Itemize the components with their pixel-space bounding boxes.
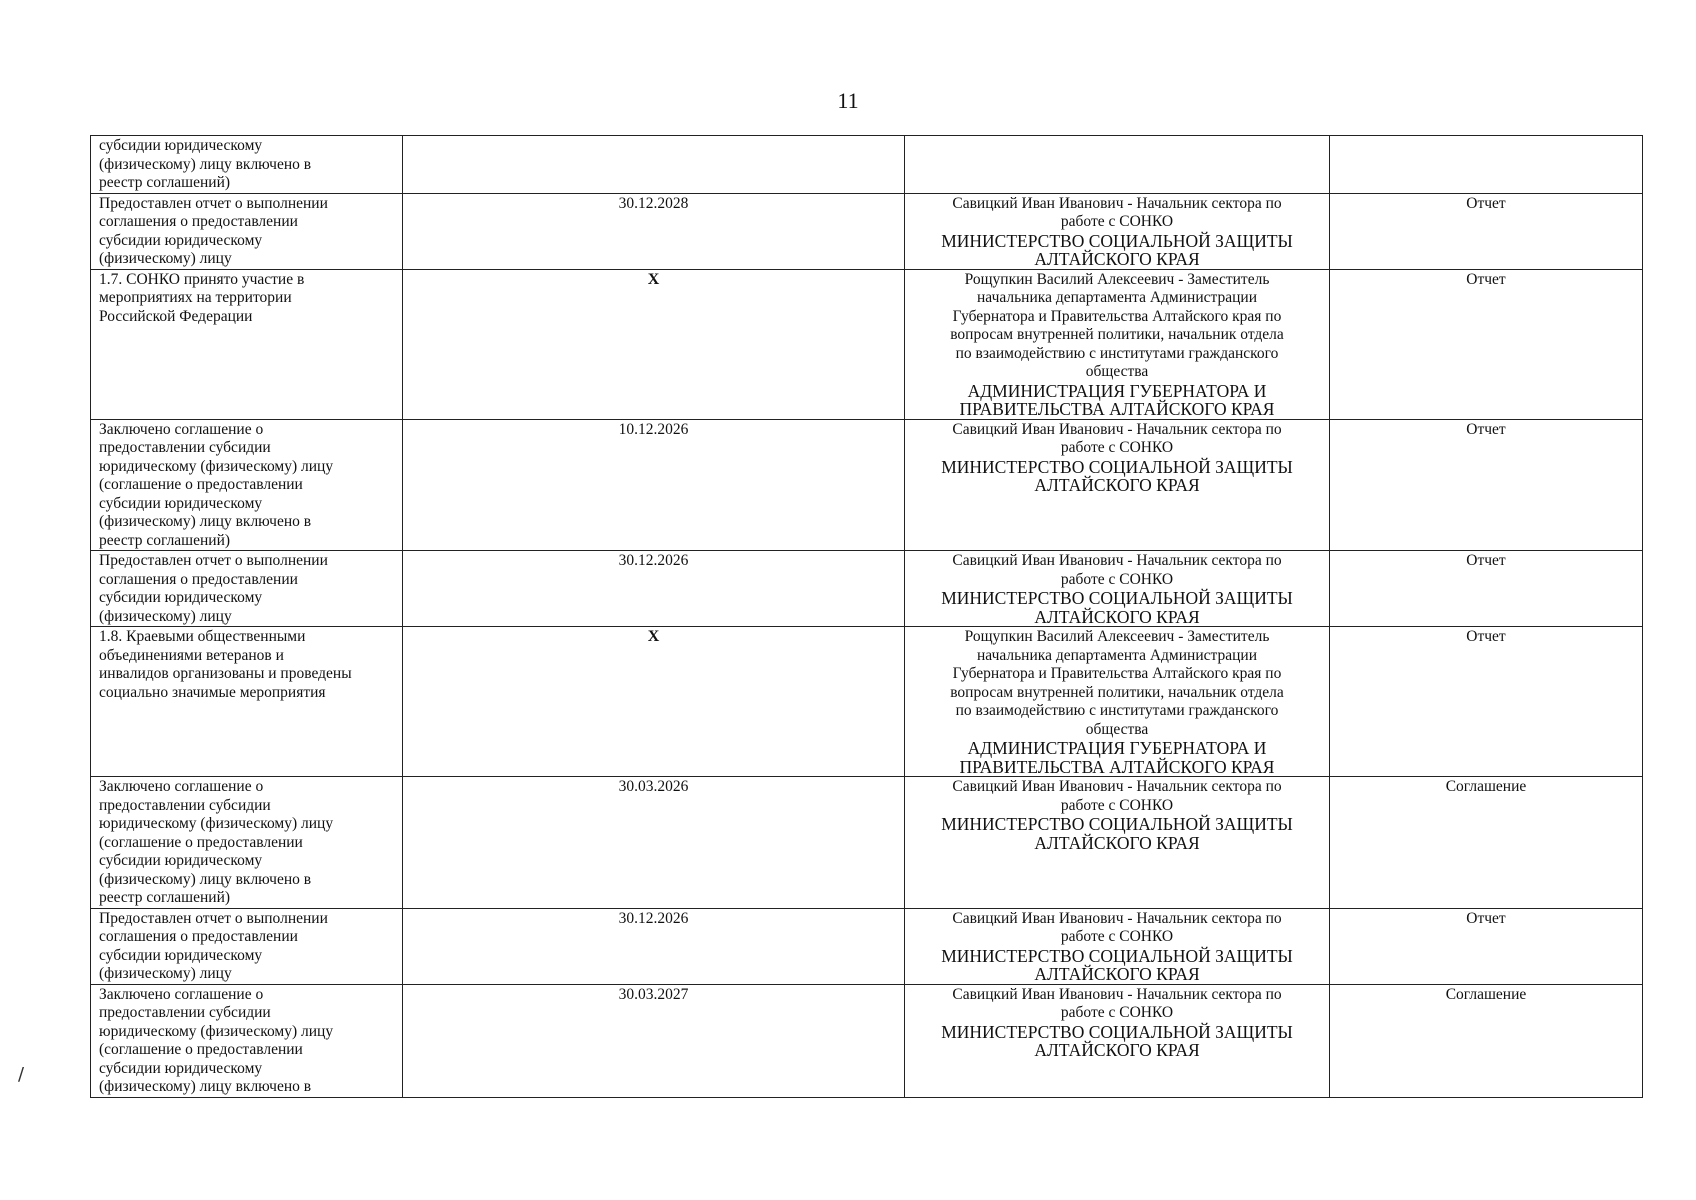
responsible-person-line: работе с СОНКО — [1060, 1004, 1174, 1021]
deadline-cell — [403, 269, 905, 419]
event-text-line: субсидии юридическому — [99, 1059, 263, 1077]
event-text-line: предоставлении субсидии — [99, 439, 271, 456]
event-text-line: (соглашение о предоставлении — [99, 1041, 303, 1058]
table-row — [91, 269, 1643, 419]
deadline-date: 30.12.2026 — [618, 909, 689, 927]
responsible-organization-line: АЛТАЙСКОГО КРАЯ — [1034, 249, 1200, 269]
responsible-cell — [905, 193, 1330, 269]
responsible-organization-line: МИНИСТЕРСТВО СОЦИАЛЬНОЙ ЗАЩИТЫ — [941, 1021, 1293, 1042]
event-text-line: субсидии юридическому — [99, 589, 263, 606]
responsible-cell — [905, 419, 1330, 551]
responsible-person-line: общества — [1085, 720, 1149, 738]
event-text-line: соглашения о предоставлении — [99, 213, 298, 230]
table-row — [91, 627, 1643, 777]
responsible-cell — [905, 777, 1330, 909]
event-text-line: (физическому) лицу включено в — [99, 1078, 312, 1095]
event-text-line: субсидии юридическому — [99, 494, 263, 512]
document-type-cell — [1330, 908, 1643, 984]
event-text-line: Заключено соглашение о — [99, 985, 264, 1003]
deadline-cell — [403, 551, 905, 627]
event-text-line: соглашения о предоставлении — [99, 928, 298, 945]
document-type: Отчет — [1466, 194, 1506, 212]
responsible-organization-line: АДМИНИСТРАЦИЯ ГУБЕРНАТОРА И — [967, 380, 1267, 401]
event-text-line: Заключено соглашение о — [99, 420, 264, 438]
deadline-date: 30.03.2026 — [618, 778, 689, 795]
responsible-cell — [905, 984, 1330, 1097]
responsible-organization-line: АДМИНИСТРАЦИЯ ГУБЕРНАТОРА И — [967, 738, 1267, 758]
table-row — [91, 908, 1643, 984]
page-number: 11 — [837, 88, 859, 113]
scan-artifact-mark: / — [18, 1064, 25, 1085]
event-cell — [91, 908, 403, 984]
table-row — [91, 419, 1643, 551]
responsible-organization-line: АЛТАЙСКОГО КРАЯ — [1034, 964, 1200, 984]
event-text-line: юридическому (физическому) лицу — [99, 815, 334, 832]
event-text-line: субсидии юридическому — [99, 231, 263, 249]
responsible-person-line: Рощупкин Василий Алексеевич - Заместитель — [964, 628, 1270, 645]
responsible-organization-line: МИНИСТЕРСТВО СОЦИАЛЬНОЙ ЗАЩИТЫ — [941, 945, 1293, 966]
responsible-organization-line: ПРАВИТЕЛЬСТВА АЛТАЙСКОГО КРАЯ — [959, 399, 1275, 419]
not-applicable-mark: X — [647, 270, 660, 288]
deadline-cell — [403, 136, 905, 194]
event-text-line: юридическому (физическому) лицу — [99, 1022, 334, 1040]
table-row — [91, 984, 1643, 1097]
event-cell — [91, 984, 403, 1097]
event-text-line: (физическому) лицу — [99, 965, 232, 982]
responsible-organization-line: АЛТАЙСКОГО КРАЯ — [1034, 606, 1200, 627]
document-type: Отчет — [1466, 270, 1506, 288]
responsible-organization-line: АЛТАЙСКОГО КРАЯ — [1034, 832, 1200, 853]
document-type: Соглашение — [1445, 778, 1527, 795]
responsible-person-line: Савицкий Иван Иванович - Начальник сектора по — [952, 420, 1282, 438]
deadline-date: 30.03.2027 — [618, 985, 689, 1003]
responsible-person-line: Савицкий Иван Иванович - Начальник сектора по — [952, 985, 1282, 1003]
event-text-line: Российской Федерации — [99, 307, 253, 325]
event-text-line: социально значимые мероприятия — [99, 683, 326, 701]
deadline-cell — [403, 777, 905, 909]
not-applicable-mark: X — [647, 628, 660, 645]
event-text-line: (физическому) лицу — [99, 607, 232, 625]
deadline-cell — [403, 419, 905, 551]
table-row — [91, 136, 1643, 194]
document-type: Отчет — [1466, 628, 1506, 645]
responsible-person-line: Губернатора и Правительства Алтайского края по — [952, 307, 1282, 325]
deadline-date: 30.12.2028 — [618, 194, 689, 212]
responsible-organization-line: ПРАВИТЕЛЬСТВА АЛТАЙСКОГО КРАЯ — [959, 756, 1275, 777]
responsible-person-line: Савицкий Иван Иванович - Начальник сектора по — [952, 909, 1282, 927]
deadline-date: 30.12.2026 — [618, 552, 689, 569]
event-cell — [91, 419, 403, 551]
table-row — [91, 777, 1643, 909]
event-text-line: Предоставлен отчет о выполнении — [99, 194, 328, 212]
deadline-cell — [403, 908, 905, 984]
document-type-cell — [1330, 136, 1643, 194]
plan-table — [90, 135, 1643, 1098]
event-text-line: Предоставлен отчет о выполнении — [99, 909, 328, 927]
responsible-cell — [905, 908, 1330, 984]
document-type: Соглашение — [1445, 985, 1527, 1003]
event-cell — [91, 136, 403, 194]
event-cell — [91, 777, 403, 909]
responsible-person-line: работе с СОНКО — [1060, 570, 1174, 588]
responsible-cell — [905, 269, 1330, 419]
event-text-line: (физическому) лицу — [99, 250, 232, 267]
deadline-date: 10.12.2026 — [618, 420, 689, 438]
event-text-line: соглашения о предоставлении — [99, 570, 298, 588]
responsible-person-line: по взаимодействию с институтами гражданского — [955, 702, 1279, 719]
event-text-line: (физическому) лицу включено в — [99, 870, 312, 888]
responsible-organization-line: МИНИСТЕРСТВО СОЦИАЛЬНОЙ ЗАЩИТЫ — [941, 456, 1293, 477]
deadline-cell — [403, 193, 905, 269]
responsible-person-line: вопросам внутренней политики, начальник отдела — [950, 683, 1284, 701]
responsible-cell — [905, 136, 1330, 194]
event-cell — [91, 269, 403, 419]
document-type-cell — [1330, 984, 1643, 1097]
plan-table-body — [91, 136, 1643, 1098]
event-text-line: реестр соглашений) — [99, 889, 231, 906]
responsible-person-line: работе с СОНКО — [1060, 439, 1174, 456]
responsible-cell — [905, 551, 1330, 627]
event-text-line: (соглашение о предоставлении — [99, 833, 303, 851]
event-text-line: Предоставлен отчет о выполнении — [99, 552, 328, 569]
responsible-person-line: работе с СОНКО — [1060, 796, 1174, 814]
responsible-organization-line: АЛТАЙСКОГО КРАЯ — [1034, 475, 1200, 495]
responsible-person-line: начальника департамента Администрации — [977, 646, 1257, 664]
event-text-line: (физическому) лицу включено в — [99, 513, 312, 530]
event-text-line: инвалидов организованы и проведены — [99, 665, 352, 682]
deadline-cell — [403, 984, 905, 1097]
document-type: Отчет — [1466, 552, 1506, 569]
event-text-line: реестр соглашений) — [99, 174, 231, 191]
event-text-line: предоставлении субсидии — [99, 1004, 271, 1021]
responsible-person-line: Савицкий Иван Иванович - Начальник сектора по — [952, 552, 1282, 569]
document-type-cell — [1330, 419, 1643, 551]
document-type-cell — [1330, 777, 1643, 909]
document-type-cell — [1330, 551, 1643, 627]
responsible-person-line: вопросам внутренней политики, начальник отдела — [950, 326, 1284, 343]
event-text-line: (физическому) лицу включено в — [99, 155, 312, 173]
responsible-person-line: Рощупкин Василий Алексеевич - Заместитель — [964, 270, 1270, 288]
event-text-line: 1.7. СОНКО принято участие в — [99, 270, 305, 288]
responsible-organization-line: МИНИСТЕРСТВО СОЦИАЛЬНОЙ ЗАЩИТЫ — [941, 588, 1293, 608]
event-text-line: субсидии юридическому — [99, 852, 263, 869]
responsible-cell — [905, 627, 1330, 777]
event-text-line: реестр соглашений) — [99, 531, 231, 549]
deadline-cell — [403, 627, 905, 777]
document-type-cell — [1330, 627, 1643, 777]
event-text-line: объединениями ветеранов и — [99, 646, 284, 664]
event-text-line: субсидии юридическому — [99, 946, 263, 964]
event-text-line: юридическому (физическому) лицу — [99, 457, 334, 475]
responsible-person-line: Савицкий Иван Иванович - Начальник сектора по — [952, 194, 1282, 212]
document-type-cell — [1330, 269, 1643, 419]
event-text-line: субсидии юридическому — [99, 137, 263, 154]
responsible-organization-line: МИНИСТЕРСТВО СОЦИАЛЬНОЙ ЗАЩИТЫ — [941, 814, 1293, 834]
responsible-person-line: по взаимодействию с институтами гражданского — [955, 344, 1279, 362]
event-cell — [91, 193, 403, 269]
event-text-line: (соглашение о предоставлении — [99, 476, 303, 493]
table-row — [91, 551, 1643, 627]
event-text-line: 1.8. Краевыми общественными — [99, 628, 306, 645]
responsible-person-line: Савицкий Иван Иванович - Начальник сектора по — [952, 778, 1282, 795]
table-row — [91, 193, 1643, 269]
responsible-person-line: начальника департамента Администрации — [977, 289, 1257, 306]
document-type: Отчет — [1466, 909, 1506, 927]
responsible-person-line: работе с СОНКО — [1060, 928, 1174, 945]
event-cell — [91, 627, 403, 777]
responsible-organization-line: АЛТАЙСКОГО КРАЯ — [1034, 1040, 1200, 1060]
event-cell — [91, 551, 403, 627]
responsible-person-line: работе с СОНКО — [1060, 213, 1174, 230]
event-text-line: мероприятиях на территории — [99, 289, 292, 306]
responsible-person-line: Губернатора и Правительства Алтайского края по — [952, 665, 1282, 682]
responsible-organization-line: МИНИСТЕРСТВО СОЦИАЛЬНОЙ ЗАЩИТЫ — [941, 230, 1293, 251]
document-type-cell — [1330, 193, 1643, 269]
document-type: Отчет — [1466, 420, 1506, 438]
event-text-line: Заключено соглашение о — [99, 778, 264, 795]
responsible-person-line: общества — [1085, 363, 1149, 380]
event-text-line: предоставлении субсидии — [99, 796, 271, 814]
